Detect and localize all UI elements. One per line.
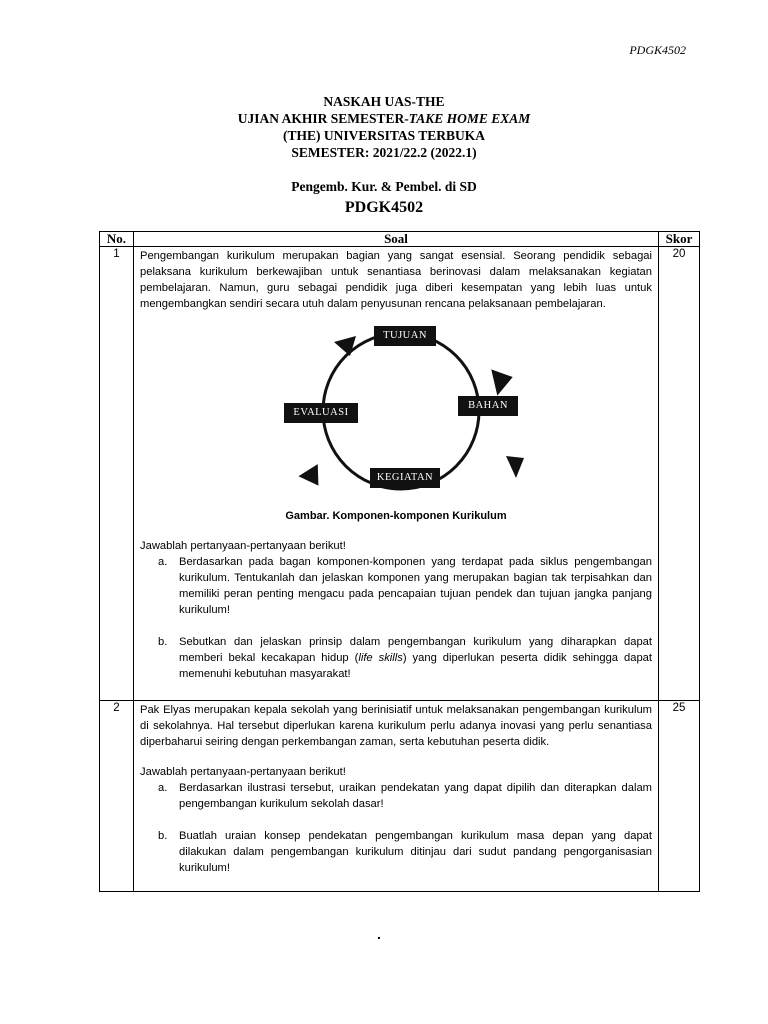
course-code: PDGK4502 — [344, 199, 424, 216]
arrow-evaluasi-to-tujuan-icon — [334, 336, 356, 356]
question-1a-text: Berdasarkan pada bagan komponen-komponen yang terdapat pada siklus pengembangan kurikulum. Tentukanlah dan jelaskan komponen yang merupakan bagian tak terpisahkan dan memiliki peran penting mengacu pada pencapaian tujuan pendek dan tujuan jangka panjang kurikulum! — [179, 556, 652, 616]
question-1-instruction: Jawablah pertanyaan-pertanyaan berikut! — [140, 540, 346, 552]
diagram-node-tujuan: TUJUAN — [374, 326, 436, 346]
question-1-number: 1 — [100, 247, 134, 701]
question-1a — [140, 554, 652, 618]
question-1-content — [134, 247, 659, 701]
question-2a — [140, 780, 652, 812]
course-name: Pengemb. Kur. & Pembel. di SD — [291, 179, 477, 194]
question-1-subquestions — [140, 554, 652, 682]
question-2-subquestions — [140, 780, 652, 876]
title-line-2 — [0, 110, 768, 127]
arrow-kegiatan-to-evaluasi-icon — [298, 459, 326, 485]
title-line-2-italic: TAKE HOME EXAM — [408, 111, 531, 126]
figure-caption: Gambar. Komponen-komponen Kurikulum — [285, 510, 507, 522]
question-2a-text: Berdasarkan ilustrasi tersebut, uraikan pendekatan yang dapat dipilih dan diterapkan dalam pengembangan kurikulum sekolah dasar! — [179, 782, 652, 810]
question-2b — [140, 828, 652, 876]
column-header-skor: Skor — [659, 232, 700, 247]
arrow-bahan-to-kegiatan-icon — [506, 456, 524, 478]
diagram-node-kegiatan: KEGIATAN — [370, 468, 440, 488]
question-1-text: Pengembangan kurikulum merupakan bagian yang sangat esensial. Seorang pendidik sebagai pelaksana kurikulum berkewajiban untuk senantiasa berinovasi dalam melaksanakan kegiatan pembelajaran. Namun, guru sebagai pendidik juga diberi kesempatan yang lebih luas untuk mengembangkan sendiri secara utuh dalam penyusunan rencana pelaksanaan pembelajaran. — [140, 250, 652, 310]
subquestion-spacer — [140, 812, 652, 828]
question-2-instruction: Jawablah pertanyaan-pertanyaan berikut! — [140, 766, 346, 778]
arrow-tujuan-to-bahan-icon — [481, 364, 513, 396]
question-1b-text-pre: Sebutkan dan jelaskan prinsip dalam pengembangan kurikulum yang diharapkan dapat memberi bekal kecakapan hidup ( — [179, 636, 652, 664]
question-2a-marker: a. — [158, 782, 168, 794]
question-1b-marker: b. — [158, 636, 168, 648]
question-1b — [140, 634, 652, 682]
question-1b-text-italic: life skills — [358, 652, 403, 664]
exam-title-block — [0, 93, 768, 161]
curriculum-cycle-diagram — [206, 326, 586, 506]
question-1a-marker: a. — [158, 556, 168, 568]
table-header-row — [100, 232, 700, 247]
column-header-no: No. — [100, 232, 134, 247]
question-1-score: 20 — [659, 247, 700, 701]
question-2-text: Pak Elyas merupakan kepala sekolah yang berinisiatif untuk melaksanakan pengembangan kurikulum di sekolahnya. Hal tersebut diperlukan karena kurikulum perlu adanya inovasi yang perlu senantiasa diperbaharui seiring dengan perkembangan zaman, serta kebutuhan peserta didik. — [140, 704, 652, 748]
course-block — [0, 178, 768, 219]
table-row-question-1 — [100, 247, 700, 701]
header-course-code: PDGK4502 — [629, 43, 686, 57]
table-row-question-2 — [100, 701, 700, 892]
question-2-score: 25 — [659, 701, 700, 892]
footer-dot: . — [377, 926, 381, 942]
question-2-content — [134, 701, 659, 892]
subquestion-spacer — [140, 618, 652, 634]
exam-question-table — [99, 231, 700, 892]
title-line-1: NASKAH UAS-THE — [323, 94, 445, 109]
title-line-3: (THE) UNIVERSITAS TERBUKA — [282, 128, 486, 143]
question-2b-text: Buatlah uraian konsep pendekatan pengembangan kurikulum masa depan yang dapat dilakukan dalam pengembangan kurikulum ditinjau dari sudut pandang pengorganisasian kurikulum! — [179, 830, 652, 874]
question-2b-marker: b. — [158, 830, 168, 842]
diagram-node-evaluasi: EVALUASI — [284, 403, 358, 423]
diagram-node-bahan: BAHAN — [458, 396, 518, 416]
question-2-number: 2 — [100, 701, 134, 892]
title-line-2-prefix: UJIAN AKHIR SEMESTER- — [237, 111, 409, 126]
column-header-soal: Soal — [134, 232, 659, 247]
question-1b-text-post: ) yang diperlukan peserta didik sehingga dapat memenuhi kebutuhan masyarakat! — [179, 652, 652, 680]
title-line-4: SEMESTER: 2021/22.2 (2022.1) — [291, 145, 477, 160]
